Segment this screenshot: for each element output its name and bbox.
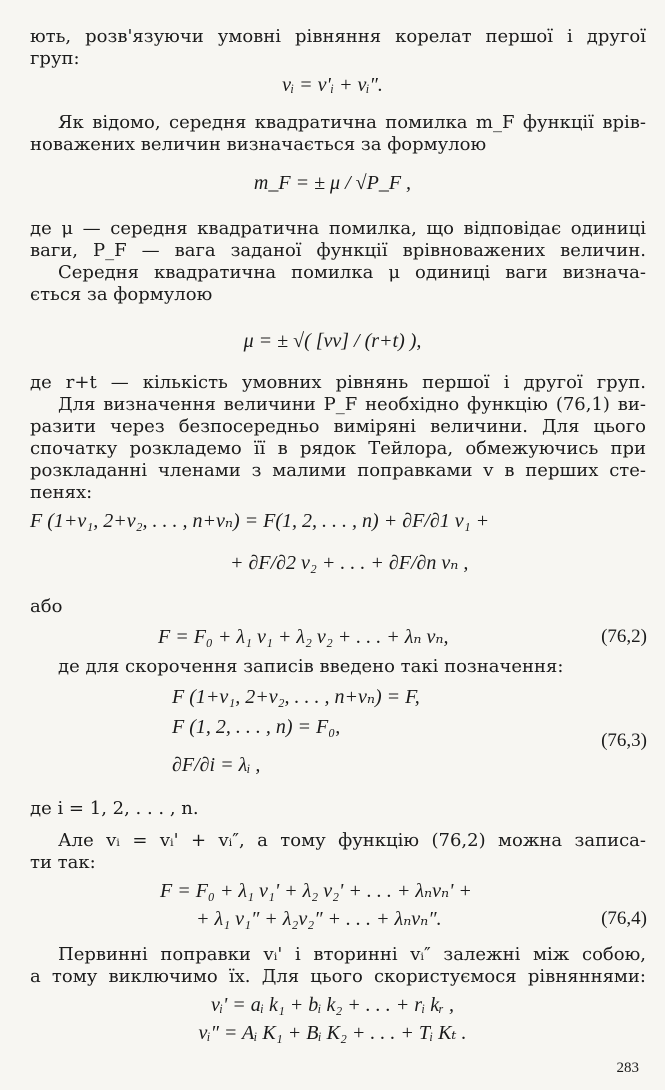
text-line: або [30, 596, 63, 617]
text-line: ваги, P_F — вага заданої функції врівноважених величин. [30, 240, 646, 261]
text-line: пенях: [30, 482, 93, 503]
formula: F (1+v₁, 2+v₂, . . . , n+vₙ) = F, [172, 686, 420, 708]
text-line: розкладанні членами з малими поправками v в перших сте- [30, 460, 646, 481]
text-line: а тому виключимо їх. Для цього скористуємося рівняннями: [30, 966, 646, 987]
page-number: 283 [616, 1060, 639, 1076]
text-line: Але vᵢ = vᵢ' + vᵢ″, а тому функцію (76,2) можна записа- [58, 830, 646, 851]
text-line: ти так: [30, 852, 96, 873]
text-line: де μ — середня квадратична помилка, що відповідає одиниці [30, 218, 646, 239]
formula: ∂F/∂i = λᵢ , [172, 754, 261, 776]
formula: F = F₀ + λ₁ v₁' + λ₂ v₂' + . . . + λₙvₙ' + [160, 880, 472, 902]
text-line: груп: [30, 48, 80, 69]
text-line: де i = 1, 2, . . . , n. [30, 798, 199, 819]
text-line: разити через безпосередньо виміряні величини. Для цього [30, 416, 646, 437]
formula: + λ₁ v₁″ + λ₂v₂″ + . . . + λₙvₙ″. [196, 908, 442, 930]
formula: vᵢ = v'ᵢ + vᵢ″. [282, 74, 383, 96]
text-line: де r+t — кількість умовних рівнянь першої і другої груп. [30, 372, 646, 393]
formula: F (1, 2, . . . , n) = F₀, [172, 716, 341, 738]
text-line: Як відомо, середня квадратична помилка m_F функції врів- [58, 112, 646, 133]
text-line: Для визначення величини P_F необхідно функцію (76,1) ви- [58, 394, 646, 415]
equation-number: (76,4) [601, 908, 647, 929]
text-line: ють, розв'язуючи умовні рівняння корелат першої і другої [30, 26, 646, 47]
text-line: новажених величин визначається за формулою [30, 134, 487, 155]
formula: F = F₀ + λ₁ v₁ + λ₂ v₂ + . . . + λₙ vₙ, [158, 626, 449, 648]
text-line: ється за формулою [30, 284, 213, 305]
formula: m_F = ± μ / √P_F , [253, 172, 412, 194]
equation-number: (76,2) [601, 626, 647, 647]
formula: vᵢ″ = Aᵢ K₁ + Bᵢ K₂ + . . . + Tᵢ Kₜ . [198, 1022, 467, 1044]
equation-number: (76,3) [601, 730, 647, 751]
text-line: де для скорочення записів введено такі позначення: [58, 656, 564, 677]
formula: vᵢ' = aᵢ k₁ + bᵢ k₂ + . . . + rᵢ kᵣ , [210, 994, 455, 1016]
formula: + ∂F/∂2 v₂ + . . . + ∂F/∂n vₙ , [230, 552, 469, 574]
formula: μ = ± √( [vv] / (r+t) ), [243, 330, 422, 352]
text-line: спочатку розкладемо її в рядок Тейлора, обмежуючись при [30, 438, 646, 459]
formula: F (1+v₁, 2+v₂, . . . , n+vₙ) = F(1, 2, . . . , n) + ∂F/∂1 v₁ + [30, 510, 490, 532]
text-line: Середня квадратична помилка μ одиниці ваги визнача- [58, 262, 646, 283]
text-line: Первинні поправки vᵢ' і вторинні vᵢ″ залежні між собою, [58, 944, 646, 965]
